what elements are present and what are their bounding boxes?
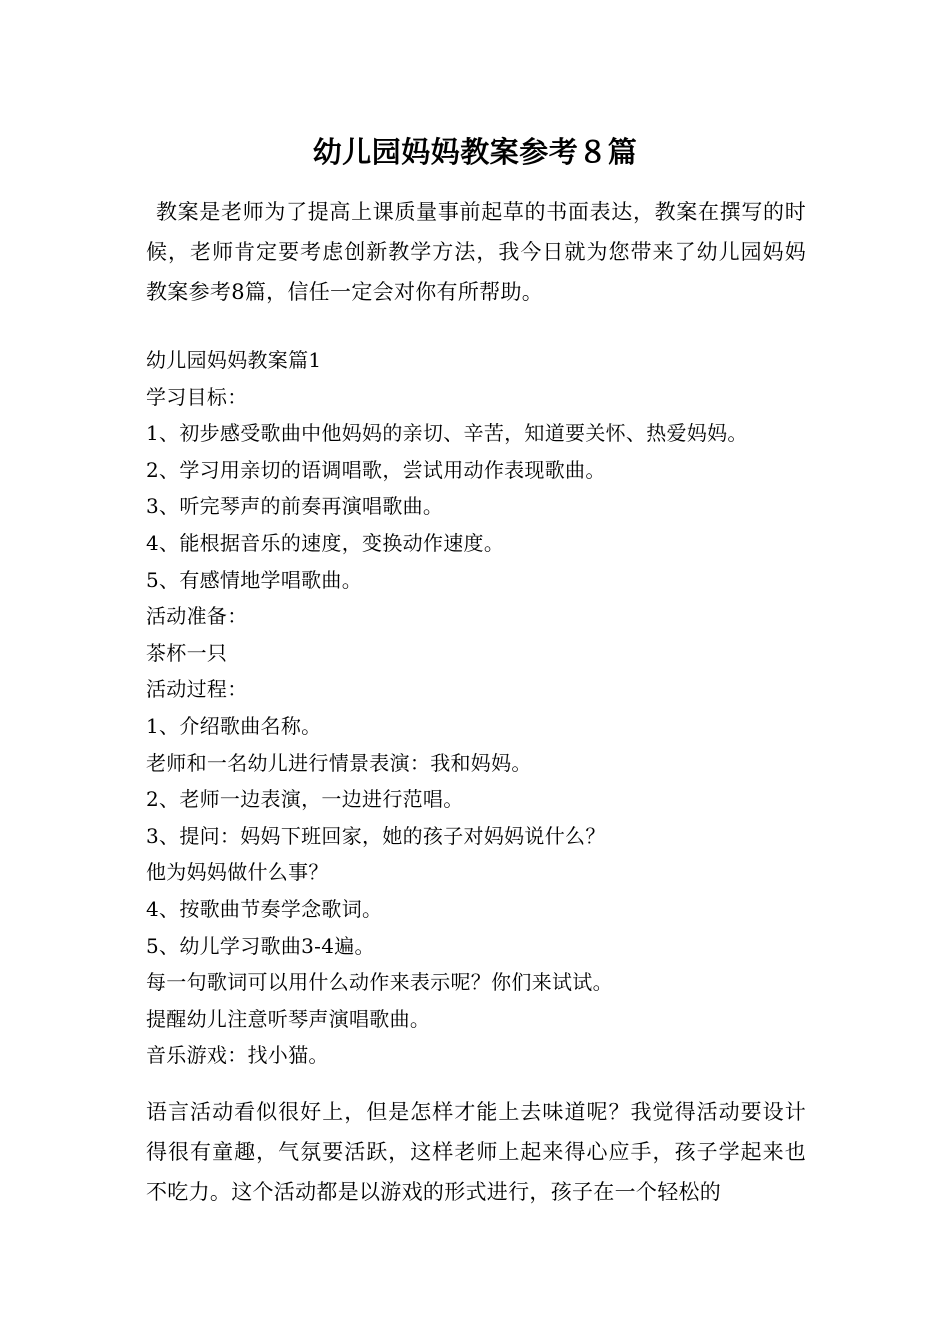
intro-paragraph: 教案是老师为了提高上课质量事前起草的书面表达，教案在撰写的时候，老师肯定要考虑创新教学方法，我今日就为您带来了幼儿园妈妈教案参考8篇，信任一定会对你有所帮助。 [146,200,806,304]
text-line: 5、幼儿学习歌曲3-4遍。 [146,933,375,958]
text-line: 学习目标： [146,384,248,409]
text-line: 老师和一名幼儿进行情景表演：我和妈妈。 [146,750,532,775]
lesson-plan-lines [146,342,826,1074]
closing-paragraph: 语言活动看似很好上，但是怎样才能上去味道呢？我觉得活动要设计得很有童趣，气氛要活跃，这样老师上起来得心应手，孩子学起来也不吃力。这个活动都是以游戏的形式进行，孩子在一个轻松的 [146,1100,806,1204]
text-line: 幼儿园妈妈教案篇1 [146,348,322,372]
text-line: 2、老师一边表演，一边进行范唱。 [146,787,464,812]
text-line: 4、按歌曲节奏学念歌词。 [146,896,383,921]
text-line: 音乐游戏：找小猫。 [146,1043,329,1068]
text-line: 2、学习用亲切的语调唱歌，尝试用动作表现歌曲。 [146,457,606,482]
text-line: 他为妈妈做什么事？ [146,860,329,885]
text-line: 提醒幼儿注意听琴声演唱歌曲。 [146,1006,431,1031]
text-line: 1、初步感受歌曲中他妈妈的亲切、辛苦，知道要关怀、热爱妈妈。 [146,421,748,446]
text-line: 每一句歌词可以用什么动作来表示呢？你们来试试。 [146,970,613,995]
text-line: 5、有感情地学唱歌曲。 [146,567,363,592]
text-line: 3、提问：妈妈下班回家，她的孩子对妈妈说什么？ [146,823,606,848]
text-line: 1、介绍歌曲名称。 [146,713,322,738]
document-title: 幼儿园妈妈教案参考８篇 [312,135,638,169]
text-line: 活动过程： [146,677,248,702]
text-line: 茶杯一只 [146,640,228,665]
text-line: 活动准备： [146,604,248,629]
text-line: 4、能根据音乐的速度，变换动作速度。 [146,530,505,555]
text-line: 3、听完琴声的前奏再演唱歌曲。 [146,494,444,519]
